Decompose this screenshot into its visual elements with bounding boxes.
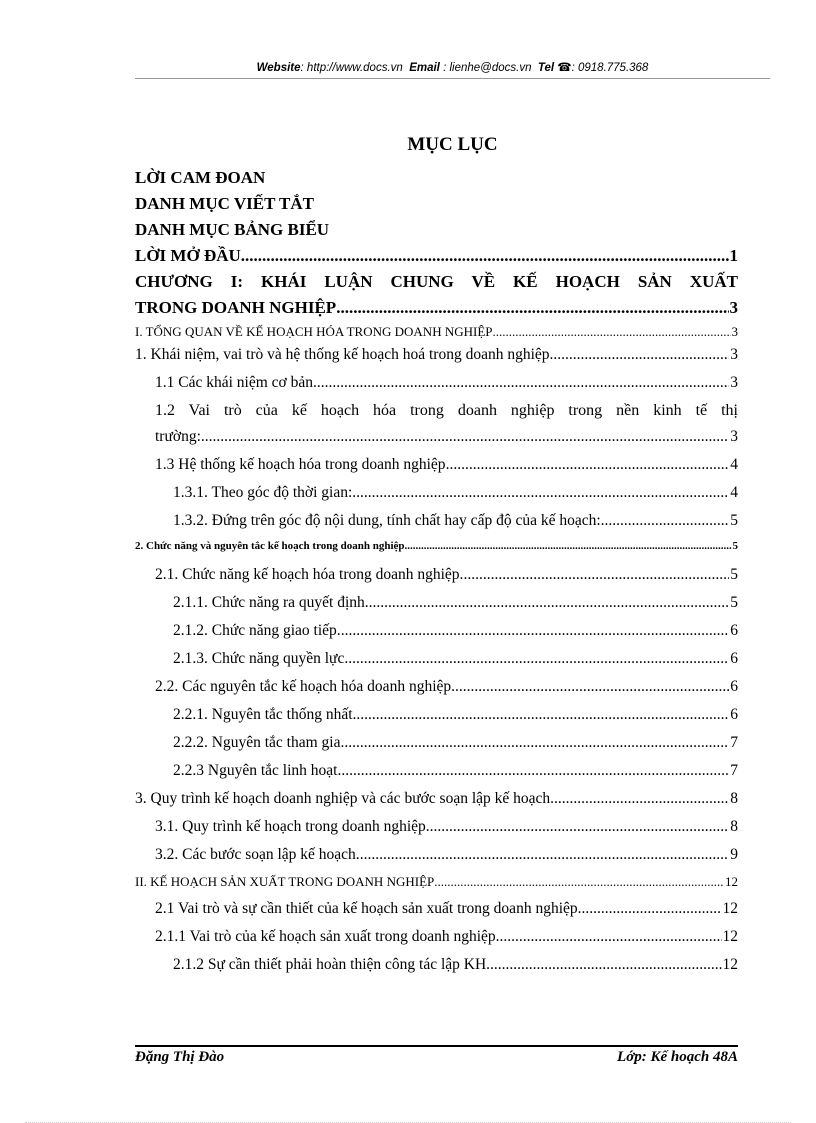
toc-entry: 1.1 Các khái niệm cơ bản ..... 3 [135,374,738,402]
toc-entry: 3. Quy trình kế hoạch doanh nghiệp và các bước soạn lập kế hoạch. ..... 8 [135,790,738,818]
toc-entry: 1.3.1. Theo góc độ thời gian: ..... 4 [135,484,738,512]
toc-entry: 2. Chức năng và nguyên tắc kế hoạch trong doanh nghiệp. ..... 5 [135,540,738,566]
toc-entry: LỜI MỞ ĐẦU ..... 1 [135,246,738,272]
toc-entry: 2.1.3. Chức năng quyền lực. ..... 6 [135,650,738,678]
footer-class: Lớp: Kế hoạch 48A [617,1049,738,1065]
toc-entry: 3.2. Các bước soạn lập kế hoạch. ..... 9 [135,846,738,874]
toc-entry: 2.2.1. Nguyên tắc thống nhất. ..... 6 [135,706,738,734]
toc-entry: I. TỔNG QUAN VỀ KẾ HOẠCH HÓA TRONG DOANH NGHIỆP ..... 3 [135,324,738,346]
toc-entry: 2.1. Chức năng kế hoạch hóa trong doanh nghiệp. ..... 5 [135,566,738,594]
website-label: Website [256,62,301,74]
phone-icon: ☎ [557,62,572,74]
toc-entry: 1.3 Hệ thống kế hoạch hóa trong doanh nghiệp ..... 4 [135,456,738,484]
footer-author: Đặng Thị Đào [135,1049,225,1065]
toc-entry: 1. Khái niệm, vai trò và hệ thống kế hoạch hoá trong doanh nghiệp ..... 3 [135,346,738,374]
footer-divider [135,1045,738,1047]
toc-entry: 2.2.2. Nguyên tắc tham gia. ..... 7 [135,734,738,762]
toc-entry: 2.1.1. Chức năng ra quyết định. ..... 5 [135,594,738,622]
toc-entry: 1.3.2. Đứng trên góc độ nội dung, tính chất hay cấp độ của kế hoạch: ..... 5 [135,512,738,540]
toc-entry: 2.1.2 Sự cần thiết phải hoàn thiện công tác lập KH ..... 12 [135,956,738,984]
toc-entry-chapter-line2: TRONG DOANH NGHIỆP ..... 3 [135,298,738,324]
table-of-contents [135,168,738,984]
toc-entry-line1: 1.2 Vai trò của kế hoạch hóa trong doanh nghiệp trong nền kinh tế thị [155,402,738,419]
page-footer [135,1049,738,1066]
toc-entry: DANH MỤC BẢNG BIỂU [135,220,330,239]
toc-entry-line2: trường: ..... 3 [135,428,738,456]
toc-entry: 2.1.2. Chức năng giao tiếp. ..... 6 [135,622,738,650]
tel-label: Tel [537,62,555,74]
toc-entry: 2.1 Vai trò và sự cần thiết của kế hoạch sản xuất trong doanh nghiệp ..... 12 [135,900,738,928]
toc-entry: 2.1.1 Vai trò của kế hoạch sản xuất trong doanh nghiệp ..... 12 [135,928,738,956]
toc-entry: DANH MỤC VIẾT TẮT [135,194,315,213]
page-title: MỤC LỤC [407,134,498,155]
toc-entry: LỜI CAM ĐOAN [135,168,266,187]
website-value: : http://www.docs.vn [300,62,403,74]
header-divider [135,78,770,79]
toc-entry-chapter-line1: CHƯƠNG I: KHÁI LUẬN CHUNG VỀ KẾ HOẠCH SẢN XUẤT [135,272,738,291]
toc-entry: 2.2.3 Nguyên tắc linh hoạt ..... 7 [135,762,738,790]
toc-entry: II. KẾ HOẠCH SẢN XUẤT TRONG DOANH NGHIỆP ..... 12 [135,874,738,900]
toc-entry: 2.2. Các nguyên tắc kế hoạch hóa doanh nghiệp. ..... 6 [135,678,738,706]
email-value: : lienhe@docs.vn [443,62,532,74]
page-header [135,60,770,74]
toc-entry: 3.1. Quy trình kế hoạch trong doanh nghiệp. ..... 8 [135,818,738,846]
email-label: Email [409,62,440,74]
tel-value: : 0918.775.368 [571,62,649,74]
